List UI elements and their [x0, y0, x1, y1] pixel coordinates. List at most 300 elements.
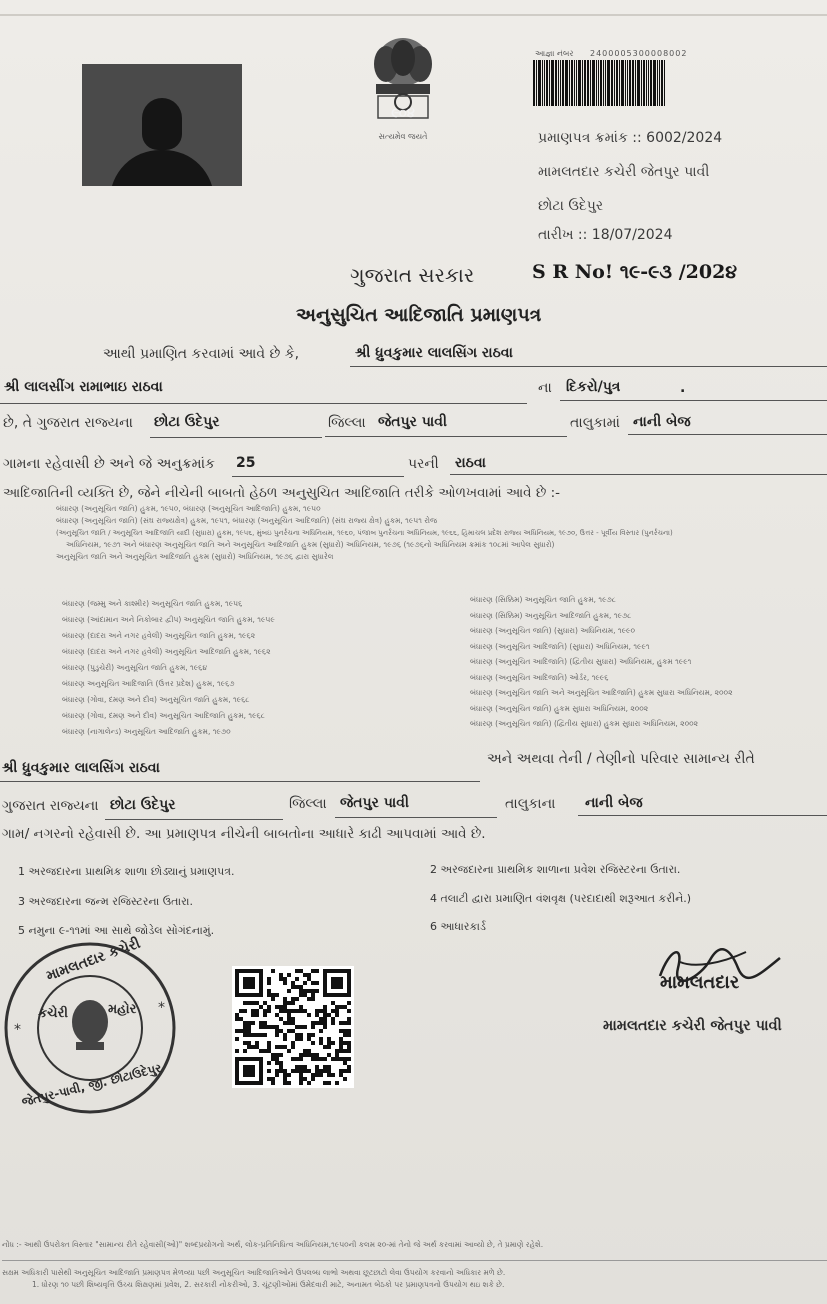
qr-module: [267, 1045, 271, 1049]
qr-module: [347, 1049, 351, 1053]
barcode-bar: [565, 60, 568, 106]
barcode: [533, 60, 731, 106]
applicant-name: શ્રી ધ્રુવકુમાર લાલસિંગ રાઠવા: [355, 345, 513, 361]
qr-module: [327, 1041, 331, 1045]
serial-in-list: 25: [236, 455, 256, 471]
qr-module: [347, 1065, 351, 1069]
qr-module: [247, 1021, 251, 1025]
order-line: બંધારણ (નાગાલેન્ડ) અનુસૂચિત આદિજાતિ હુકમ, ૧૯૭૦: [62, 727, 231, 736]
qr-module: [287, 1049, 291, 1053]
qr-module: [331, 1073, 335, 1077]
barcode-bar: [538, 60, 541, 106]
resident-text: ગામના રહેવાસી છે અને જે અનુક્રમાંક: [3, 456, 215, 472]
qr-module: [315, 1021, 319, 1025]
qr-module: [319, 1069, 323, 1073]
qr-module: [327, 1013, 331, 1017]
barcode-bar: [551, 60, 554, 106]
qr-module: [255, 1013, 259, 1017]
qr-module: [299, 1009, 303, 1013]
taluka-value: જેતપુર પાવી: [378, 414, 447, 430]
qr-module: [347, 1001, 351, 1005]
qr-module: [275, 1057, 279, 1061]
qr-module: [267, 1041, 271, 1045]
barcode-bar: [650, 60, 652, 106]
qr-module: [343, 1021, 347, 1025]
qr-module: [311, 997, 315, 1001]
qr-module: [283, 1021, 287, 1025]
barcode-bar: [603, 60, 604, 106]
qr-module: [295, 985, 299, 989]
qr-module: [311, 1021, 315, 1025]
qr-module: [291, 1021, 295, 1025]
order-line: બંધારણ (અનુસૂચિત જાતિ) (સુધારા) અધિનિયમ, ૧૯૯૦: [470, 626, 635, 635]
talukama-text: તાલુકામાં: [570, 415, 620, 431]
qr-module: [255, 1001, 259, 1005]
barcode-bar: [569, 60, 570, 106]
barcode-bar: [664, 60, 665, 106]
qr-module: [303, 1049, 307, 1053]
qr-module: [331, 1017, 335, 1021]
qr-module: [347, 1069, 351, 1073]
qr-module: [331, 1021, 335, 1025]
qr-module: [315, 969, 319, 973]
qr-module: [303, 993, 307, 997]
qr-module: [251, 1033, 255, 1037]
barcode-bar: [611, 60, 613, 106]
footer-divider: [2, 1260, 827, 1261]
barcode-bar: [549, 60, 550, 106]
qr-module: [307, 1049, 311, 1053]
qr-module: [323, 1065, 327, 1069]
village-value: નાની બેજ: [633, 414, 691, 430]
qr-module: [267, 993, 271, 997]
order-line: બંધારણ (ગોવા, દમણ અને દીવ) અનુસૂચિત આદિજાતિ હુકમ, ૧૯૬૮: [62, 711, 265, 720]
qr-module: [295, 1069, 299, 1073]
barcode-bar: [605, 60, 606, 106]
qr-module: [335, 1013, 339, 1017]
parent-name: શ્રી લાલસીંગ રામાભાઇ રાઠવા: [4, 379, 163, 395]
order-line: અનુસૂચિત જાતિ અને અનુસૂચિત આદિજાતિ હુકમ (સુધારો) અધિનિયમ, ૧૯૭૬ દ્વારા સુધારેલ: [56, 552, 334, 561]
qr-module: [263, 1021, 267, 1025]
applicant-name-2: શ્રી ધ્રુવકુમાર લાલસિંગ રાઠવા: [2, 760, 160, 776]
qr-module: [271, 993, 275, 997]
qr-module: [335, 1005, 339, 1009]
footer-note: 1. ધોરણ ૧૦ પછી શિષ્યવૃત્તિ ઉચ્ચ શિક્ષણમાં પ્રવેશ, 2. સરકારી નોકરીઓ, 3. ચૂંટણીઓમાં ઉમેદવારી માટે, અનામત બેઠકો પર પ્રમાણપત્રનો ઉપયોગ થઇ શકે છે.: [32, 1280, 505, 1289]
relation: દિકરો/પુત્ર: [566, 379, 621, 395]
underline: [0, 403, 527, 404]
barcode-bar: [641, 60, 642, 106]
orders-list-left: [62, 596, 275, 740]
qr-module: [279, 1045, 283, 1049]
barcode-bar: [546, 60, 548, 106]
qr-module: [283, 981, 287, 985]
taluka-value-2: જેતપુર પાવી: [340, 795, 409, 811]
qr-module: [299, 1081, 303, 1085]
qr-module: [303, 1025, 307, 1029]
barcode-bar: [598, 60, 599, 106]
barcode-bar: [596, 60, 597, 106]
qr-module: [339, 1005, 343, 1009]
qr-module: [271, 1057, 275, 1061]
talukana-text: તાલુકાના: [505, 796, 556, 812]
qr-module: [267, 977, 271, 981]
document-item: 5 નમુના ૯-૧૧માં આ સાથે જોડેલ સોગંદનામું.: [18, 924, 215, 937]
underline: [150, 437, 322, 438]
qr-module: [315, 1065, 319, 1069]
qr-finder: [243, 1065, 255, 1077]
footer-note: નોંધ :- આથી ઉપરોક્ત વિસ્તાર "સામાન્ય રીતે રહેવાસી(ઓ)" શબ્દપ્રયોગનો અર્થ, લોક-પ્રતિનિધિત્વ અધિનિયમ,૧૯૫૦ની કલમ ૨૦-માં તેનો જે અર્થ કરવામાં આવ્યો છે, તે પ્રમાણે રહેશે.: [2, 1240, 544, 1249]
barcode-bar: [625, 60, 626, 106]
qr-module: [279, 1069, 283, 1073]
qr-module: [299, 1025, 303, 1029]
qr-module: [323, 1045, 327, 1049]
qr-module: [347, 1033, 351, 1037]
qr-module: [275, 1025, 279, 1029]
state-emblem-icon: [362, 34, 444, 146]
qr-module: [283, 1069, 287, 1073]
qr-module: [323, 1025, 327, 1029]
underline: [560, 400, 827, 401]
qr-module: [311, 1057, 315, 1061]
qr-module: [331, 1041, 335, 1045]
qr-module: [267, 1061, 271, 1065]
signatory-designation: મામલતદાર: [660, 972, 740, 993]
barcode-bar: [560, 60, 561, 106]
qr-module: [299, 1065, 303, 1069]
qr-module: [275, 1045, 279, 1049]
qr-module: [275, 1061, 279, 1065]
qr-module: [299, 1073, 303, 1077]
qr-module: [283, 1077, 287, 1081]
qr-module: [295, 1037, 299, 1041]
qr-module: [287, 989, 291, 993]
qr-module: [295, 977, 299, 981]
office-seal-icon: [0, 935, 180, 1118]
underline: [350, 366, 827, 367]
barcode-bar: [574, 60, 575, 106]
document-item: 2 અરજદારના પ્રાથમિક શાળાના પ્રવેશ રજિસ્ટરના ઉતારા.: [430, 863, 681, 876]
qr-module: [331, 1057, 335, 1061]
qr-module: [299, 1077, 303, 1081]
qr-module: [243, 1009, 247, 1013]
barcode-bar: [582, 60, 583, 106]
qr-module: [327, 1069, 331, 1073]
qr-module: [251, 1021, 255, 1025]
qr-module: [347, 1045, 351, 1049]
qr-module: [267, 981, 271, 985]
qr-module: [279, 1061, 283, 1065]
qr-module: [311, 1033, 315, 1037]
qr-module: [287, 1001, 291, 1005]
barcode-bar: [542, 60, 543, 106]
qr-module: [259, 1049, 263, 1053]
qr-module: [287, 973, 291, 977]
order-line: બંધારણ (સિક્કિમ) અનુસૂચિત આદિજાતિ હુકમ, ૧૯૭૮: [470, 610, 632, 620]
qr-module: [299, 1033, 303, 1037]
qr-module: [291, 997, 295, 1001]
qr-module: [283, 1001, 287, 1005]
district-value-2: છોટા ઉદેપુર: [110, 797, 176, 813]
qr-code: [232, 966, 354, 1088]
qr-module: [275, 993, 279, 997]
underline: [232, 476, 404, 477]
qr-module: [303, 973, 307, 977]
qr-module: [323, 1069, 327, 1073]
barcode-label: આજ્ઞા નંબર: [535, 49, 574, 58]
qr-module: [291, 1041, 295, 1045]
document-item: 6 આધારકાર્ડ: [430, 920, 486, 933]
qr-module: [311, 1077, 315, 1081]
qr-module: [243, 1025, 247, 1029]
qr-module: [275, 1029, 279, 1033]
qr-module: [299, 1057, 303, 1061]
qr-module: [311, 969, 315, 973]
orders-list-top: [56, 503, 673, 563]
barcode-bar: [648, 60, 649, 106]
qr-module: [283, 1033, 287, 1037]
qr-module: [251, 1013, 255, 1017]
qr-module: [303, 989, 307, 993]
underline: [0, 781, 480, 782]
qr-module: [319, 1021, 323, 1025]
qr-module: [275, 1033, 279, 1037]
qr-module: [267, 1077, 271, 1081]
qr-module: [347, 1009, 351, 1013]
seal-left-text: કચેરી: [38, 1006, 69, 1021]
qr-module: [291, 1009, 295, 1013]
order-line: બંધારણ (અનુસૂચિત જાતિ) હુકમ, ૧૯૫૦, બંધારણ (અનુસૂચિત આદિજાતિ) હુકમ, ૧૯૫૦: [56, 504, 321, 513]
qr-module: [315, 1073, 319, 1077]
order-line: અધિનિયમ, ૧૯૭૧ અને બંધારણ અનુસૂચિત જાતિ અને અનુસૂચિત આદિજાતિ હુકમ (સુધારો) અધિનિયમ, ૧૯૭૬ (૧૯૭૬નો અધિનિયમ ક્રમાંક ૧૦૮માં આપેલ સુધારો): [66, 540, 555, 549]
qr-module: [323, 1057, 327, 1061]
qr-module: [283, 1073, 287, 1077]
qr-module: [327, 1053, 331, 1057]
qr-module: [271, 1077, 275, 1081]
certify-text: આથી પ્રમાણિત કરવામાં આવે છે કે,: [103, 346, 300, 362]
qr-module: [303, 1065, 307, 1069]
qr-module: [259, 1033, 263, 1037]
qr-module: [347, 1041, 351, 1045]
relation-dot: .: [680, 380, 686, 396]
order-line: બંધારણ (આંદામાન અને નિકોબાર દ્વીપ) અનુસૂચિત જાતિ હુકમ, ૧૯૫૯: [62, 615, 275, 624]
serial-number: S R No! ૧૯-૯૩ /202૪: [532, 261, 738, 283]
qr-module: [303, 981, 307, 985]
qr-module: [235, 1049, 239, 1053]
qr-module: [315, 989, 319, 993]
qr-module: [275, 1069, 279, 1073]
village-value-2: નાની બેજ: [585, 795, 643, 811]
photo-body-shape: [110, 150, 214, 186]
qr-module: [243, 1041, 247, 1045]
page-edge: [0, 14, 827, 16]
qr-module: [247, 1033, 251, 1037]
parni-text: પરની: [408, 456, 439, 472]
qr-module: [303, 1077, 307, 1081]
qr-module: [259, 1005, 263, 1009]
qr-module: [311, 1073, 315, 1077]
order-line: બંધારણ (જમ્મુ અને કાશ્મીર) અનુસૂચિત જાતિ હુકમ, ૧૯૫૬: [62, 599, 243, 608]
qr-module: [339, 1041, 343, 1045]
footer-notes: [2, 1238, 827, 1291]
qr-module: [275, 1073, 279, 1077]
order-line: બંધારણ (અનુસૂચિત જાતિ) (સંઘ રાજ્યક્ષેત્ર) હુકમ, ૧૯૫૧, બંધારણ (અનુસૂચિત આદિજાતિ) (સંઘ રાજ્ય ક્ષેત્ર) હુકમ, ૧૯૫૧ રોજ: [56, 516, 438, 525]
barcode-bar: [571, 60, 573, 106]
qr-module: [343, 1005, 347, 1009]
qr-module: [291, 1069, 295, 1073]
qr-module: [335, 1057, 339, 1061]
qr-module: [307, 1081, 311, 1085]
seal-top-text: મામલતદાર કચેરી: [44, 935, 143, 985]
applicant-photo: [82, 64, 242, 186]
qr-module: [335, 1049, 339, 1053]
barcode-bar: [558, 60, 559, 106]
qr-module: [279, 1065, 283, 1069]
qr-module: [299, 1069, 303, 1073]
barcode-bar: [576, 60, 577, 106]
qr-module: [291, 1057, 295, 1061]
qr-module: [303, 1009, 307, 1013]
qr-module: [287, 1021, 291, 1025]
qr-finder: [331, 977, 343, 989]
qr-module: [307, 973, 311, 977]
qr-module: [295, 1057, 299, 1061]
barcode-bar: [607, 60, 610, 106]
qr-module: [307, 977, 311, 981]
qr-module: [295, 1009, 299, 1013]
barcode-bar: [637, 60, 640, 106]
qr-module: [307, 1033, 311, 1037]
qr-module: [255, 1009, 259, 1013]
qr-module: [271, 1081, 275, 1085]
qr-module: [267, 989, 271, 993]
qr-module: [343, 1041, 347, 1045]
qr-module: [291, 1029, 295, 1033]
qr-module: [311, 1053, 315, 1057]
barcode-bar: [562, 60, 564, 106]
qr-module: [283, 1037, 287, 1041]
qr-module: [331, 1009, 335, 1013]
qr-module: [299, 1005, 303, 1009]
qr-module: [251, 1009, 255, 1013]
qr-module: [319, 1057, 323, 1061]
qr-module: [291, 1001, 295, 1005]
order-line: બંધારણ (પુડુચેરી) અનુસૂચિત જાતિ હુકમ, ૧૯૬૪: [62, 663, 208, 672]
qr-module: [343, 1069, 347, 1073]
qr-module: [247, 1045, 251, 1049]
government-title: ગુજરાત સરકાર: [350, 263, 475, 287]
qr-module: [343, 1029, 347, 1033]
qr-module: [299, 1053, 303, 1057]
barcode-bar: [646, 60, 647, 106]
qr-module: [267, 1009, 271, 1013]
qr-module: [287, 1009, 291, 1013]
qr-module: [287, 1073, 291, 1077]
document-item: 1 અરજદારના પ્રાથમિક શાળા છોડ્યાનું પ્રમાણપત્ર.: [18, 865, 235, 878]
qr-module: [259, 1021, 263, 1025]
qr-module: [267, 1025, 271, 1029]
qr-module: [347, 1021, 351, 1025]
barcode-bar: [592, 60, 595, 106]
qr-module: [279, 977, 283, 981]
order-line: બંધારણ (દાદરા અને નગર હવેલી) અનુસૂચિત આદિજાતિ હુકમ, ૧૯૬૨: [62, 647, 271, 656]
jillo-text-2: જિલ્લા: [289, 796, 327, 812]
office-line2: છોટા ઉદેપુર: [538, 198, 604, 214]
qr-module: [335, 1053, 339, 1057]
order-line: બંધારણ અનુસૂચિત આદિજાતિ (ઉત્તર પ્રદેશ) હુકમ, ૧૯૬૭: [62, 679, 235, 688]
underline: [335, 817, 497, 818]
footer-note: સક્ષમ અધિકારી પાસેથી અનુસૂચિત આદિજાતિ પ્રમાણપત્ર મેળવ્યા પછી અનુસૂચિત આદિજાતિઓને ઉપલબ્ધ લાભો અથવા છૂટછાટો લેવા ઉપયોગ કરવાનો અધિકાર મળે છે.: [2, 1268, 506, 1277]
qr-module: [339, 1045, 343, 1049]
barcode-bar: [533, 60, 535, 106]
qr-module: [295, 1025, 299, 1029]
family-text: અને અથવા તેની / તેણીનો પરિવાર સામાન્ય રીતે: [487, 751, 755, 767]
qr-module: [319, 1009, 323, 1013]
qr-module: [343, 1057, 347, 1061]
qr-module: [271, 1053, 275, 1057]
certificate-title: અનુસુચિત આદિજાતિ પ્રમાણપત્ર: [296, 304, 542, 326]
barcode-bar: [614, 60, 615, 106]
qr-module: [315, 1057, 319, 1061]
qr-module: [347, 1057, 351, 1061]
qr-module: [243, 1021, 247, 1025]
underline: [450, 474, 827, 475]
qr-module: [307, 989, 311, 993]
order-line: બંધારણ (ગોવા, દમણ અને દીવ) અનુસૂચિત જાતિ હુકમ, ૧૯૬૮: [62, 695, 250, 704]
qr-module: [339, 1073, 343, 1077]
qr-module: [283, 1009, 287, 1013]
order-line: બંધારણ (અનુસૂચિત આદિજાતિ) (સુધારા) અધિનિયમ, ૧૯૯૧: [470, 641, 650, 651]
qr-module: [343, 1049, 347, 1053]
qr-module: [307, 1053, 311, 1057]
qr-module: [235, 1017, 239, 1021]
qr-module: [255, 1033, 259, 1037]
qr-module: [287, 1029, 291, 1033]
barcode-bar: [643, 60, 645, 106]
qr-module: [311, 981, 315, 985]
qr-module: [283, 1081, 287, 1085]
qr-module: [275, 1005, 279, 1009]
order-line: બંધારણ (અનુસૂચિત જાતિ અને અનુસૂચિત આદિજાતિ) હુકમ સુધારા અધિનિયમ, ૨૦૦૨: [470, 688, 733, 697]
qr-module: [263, 1049, 267, 1053]
qr-module: [319, 1073, 323, 1077]
barcode-bar: [657, 60, 658, 106]
qr-module: [347, 1029, 351, 1033]
qr-module: [235, 1013, 239, 1017]
svg-text:*: *: [14, 1022, 21, 1038]
barcode-bar: [635, 60, 636, 106]
qr-module: [323, 1005, 327, 1009]
barcode-bar: [544, 60, 545, 106]
barcode-bar: [629, 60, 631, 106]
qr-module: [307, 1037, 311, 1041]
qr-module: [263, 1001, 267, 1005]
qr-module: [279, 1029, 283, 1033]
qr-module: [295, 997, 299, 1001]
jillo-text: જિલ્લા: [328, 415, 366, 431]
qr-module: [343, 1077, 347, 1081]
qr-module: [343, 1033, 347, 1037]
qr-module: [319, 1029, 323, 1033]
barcode-bar: [619, 60, 620, 106]
na-text: ના: [538, 380, 552, 396]
qr-module: [299, 985, 303, 989]
district-value: છોટા ઉદેપુર: [154, 414, 220, 430]
qr-module: [307, 1069, 311, 1073]
barcode-bar: [661, 60, 663, 106]
qr-module: [243, 1029, 247, 1033]
qr-module: [335, 1009, 339, 1013]
qr-module: [263, 1009, 267, 1013]
